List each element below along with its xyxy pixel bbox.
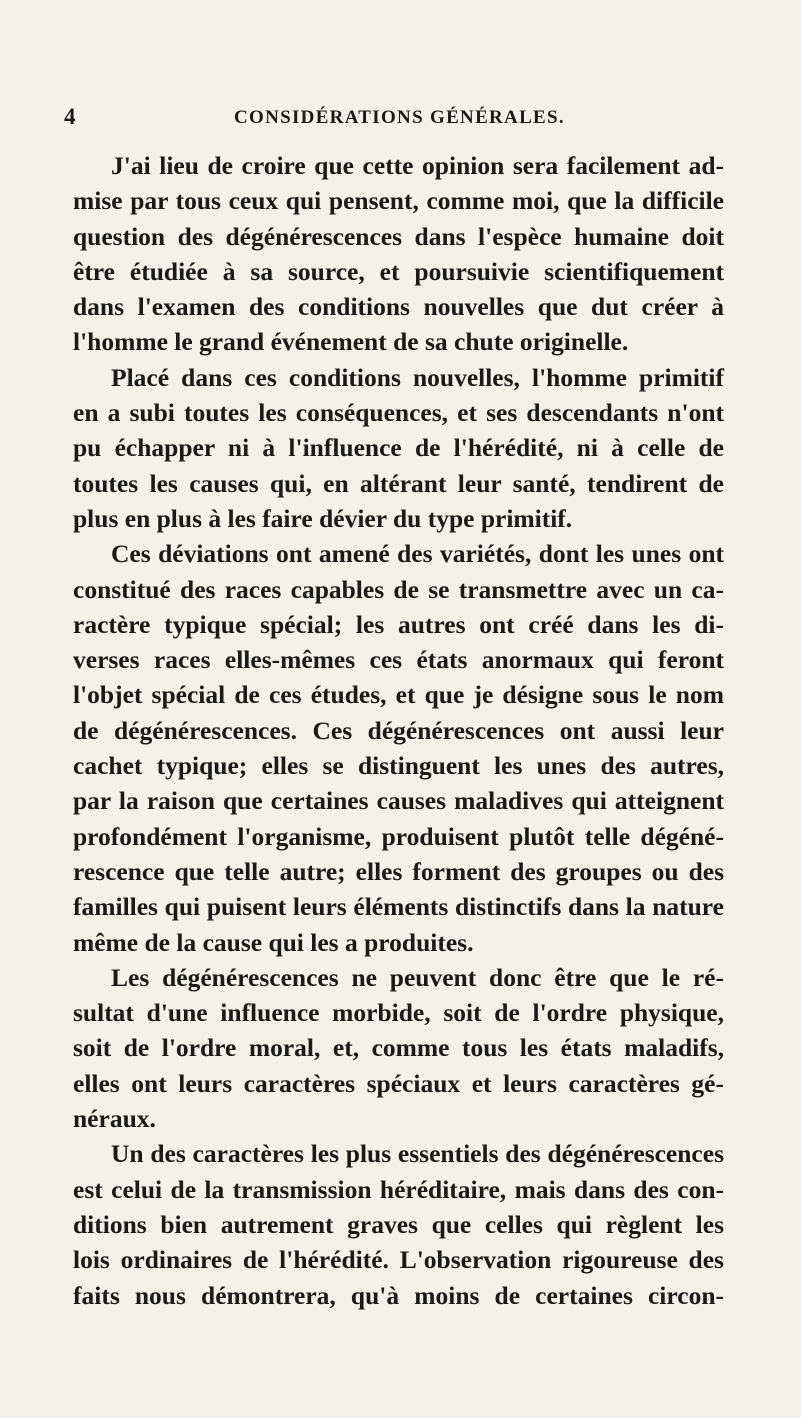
text-line: est celui de la transmission héréditaire, mais dans des con- (73, 1174, 724, 1204)
text-line: pu échapper ni à l'influence de l'hérédité, ni à celle de (73, 433, 724, 463)
text-line: être étudiée à sa source, et poursuivie scientifiquement (73, 256, 724, 286)
page-number: 4 (64, 104, 76, 129)
text-line: même de la cause qui les a produites. (73, 927, 474, 957)
text-line: en a subi toutes les conséquences, et ses descendants n'ont (73, 398, 724, 428)
text-line: l'homme le grand événement de sa chute originelle. (73, 327, 629, 357)
text-line: par la raison que certaines causes maladives qui atteignent (73, 786, 724, 816)
text-line: verses races elles-mêmes ces états anormaux qui feront (73, 645, 724, 675)
text-line: Placé dans ces conditions nouvelles, l'homme primitif (111, 362, 724, 392)
text-line: profondément l'organisme, produisent plutôt telle dégéné- (73, 821, 724, 851)
text-line: rescence que telle autre; elles forment des groupes ou des (73, 856, 724, 886)
text-line: de dégénérescences. Ces dégénérescences ont aussi leur (73, 715, 724, 745)
text-line: Un des caractères les plus essentiels des dégénérescences (111, 1139, 724, 1169)
text-line: familles qui puisent leurs éléments distinctifs dans la nature (73, 892, 724, 922)
text-line: plus en plus à les faire dévier du type primitif. (73, 503, 573, 533)
text-line: soit de l'ordre moral, et, comme tous les états maladifs, (73, 1033, 724, 1063)
text-line: sultat d'une influence morbide, soit de l'ordre physique, (73, 998, 724, 1028)
body-text (73, 148, 724, 1313)
text-line: ractère typique spécial; les autres ont créé dans les di- (73, 609, 724, 639)
text-line: constitué des races capables de se transmettre avec un ca- (73, 574, 724, 604)
text-line: dans l'examen des conditions nouvelles que dut créer à (73, 292, 724, 322)
text-line: mise par tous ceux qui pensent, comme moi, que la difficile (73, 186, 724, 216)
running-title: CONSIDÉRATIONS GÉNÉRALES. (234, 107, 565, 128)
running-head (64, 104, 726, 140)
text-line: néraux. (73, 1104, 156, 1134)
text-line: faits nous démontrera, qu'à moins de certaines circon- (73, 1280, 724, 1310)
text-line: lois ordinaires de l'hérédité. L'observation rigoureuse des (73, 1245, 724, 1275)
text-line: Les dégénérescences ne peuvent donc être que le ré- (111, 962, 724, 992)
text-line: J'ai lieu de croire que cette opinion sera facilement ad- (111, 151, 724, 180)
text-line: cachet typique; elles se distinguent les unes des autres, (73, 751, 724, 781)
text-line: l'objet spécial de ces études, et que je désigne sous le nom (73, 680, 724, 710)
text-line: elles ont leurs caractères spéciaux et leurs caractères gé- (73, 1068, 724, 1098)
text-line: ditions bien autrement graves que celles qui règlent les (73, 1209, 724, 1239)
text-line: question des dégénérescences dans l'espèce humaine doit (73, 221, 724, 251)
text-line: toutes les causes qui, en altérant leur santé, tendirent de (73, 468, 724, 498)
text-line: Ces déviations ont amené des variétés, dont les unes ont (111, 539, 724, 569)
